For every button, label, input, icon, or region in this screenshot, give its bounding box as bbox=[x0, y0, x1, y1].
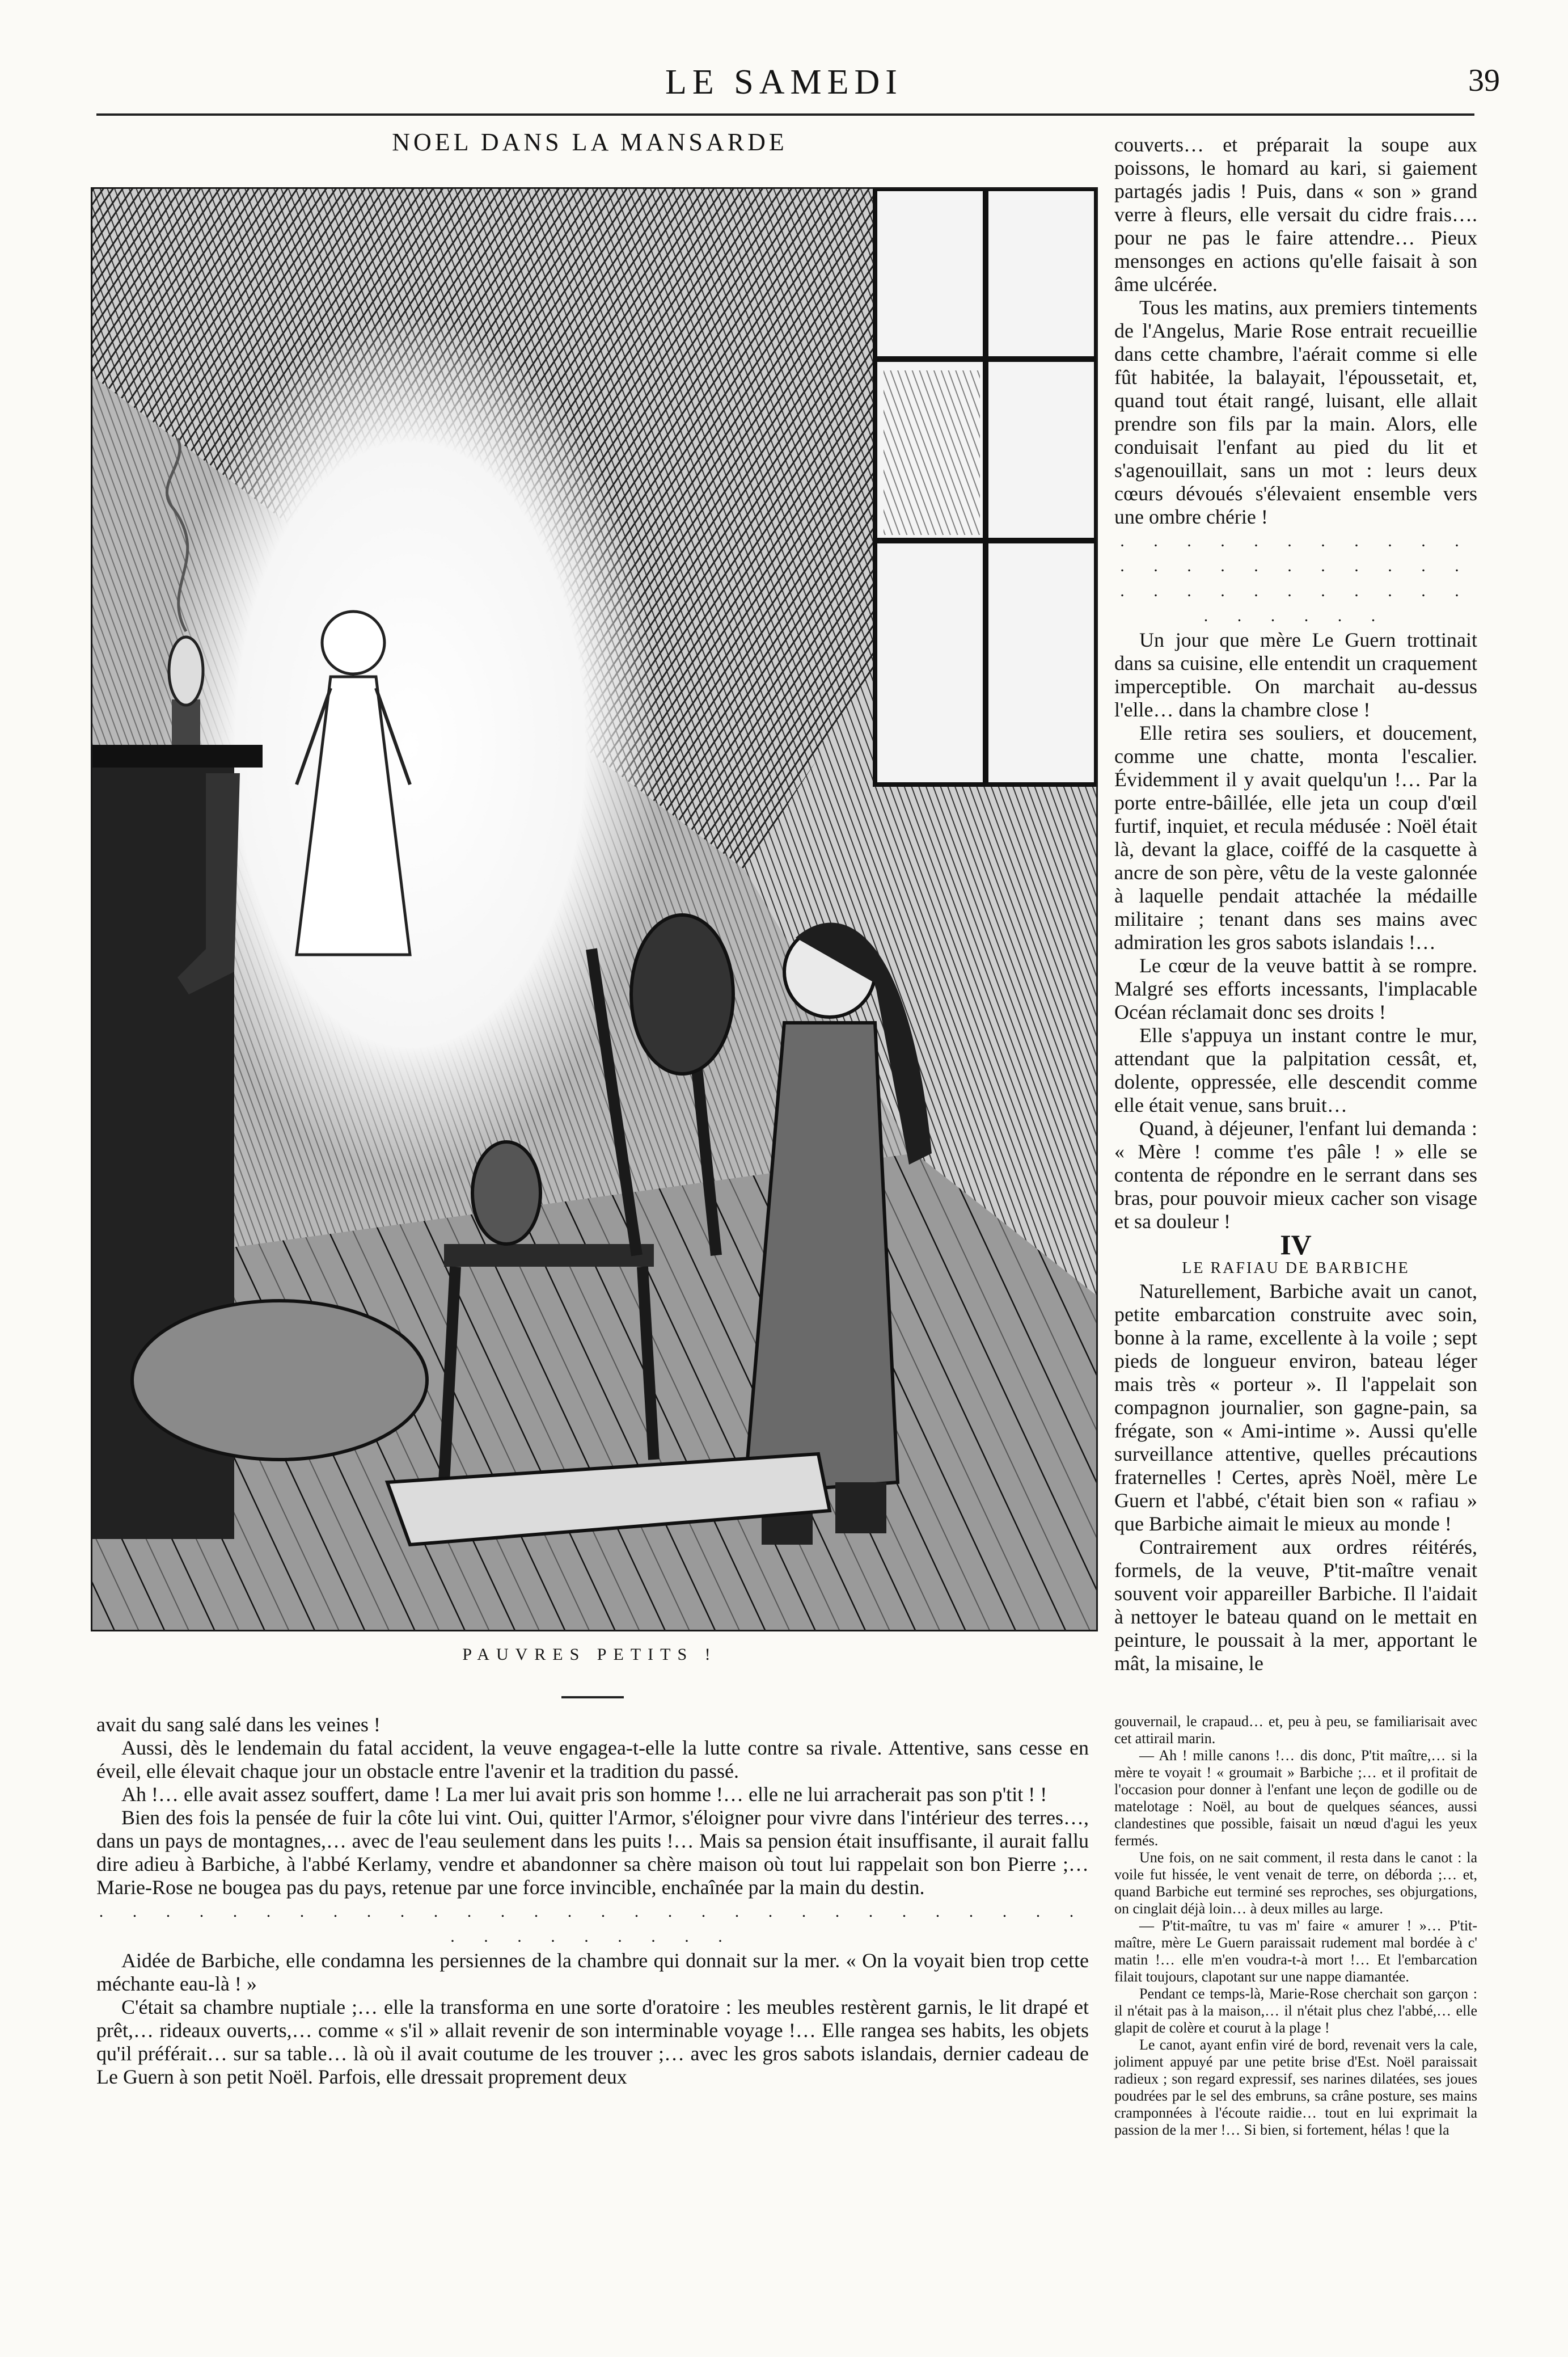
paragraph: Contrairement aux ordres réitérés, formels, de la veuve, P'tit-maître venait souvent voir appareiller Barbiche. Il l'aidait à nettoyer le bateau quand on le mettait en peinture, le poussait à la mer, apportant le mât, la misaine, le bbox=[1114, 1536, 1477, 1675]
paragraph: Elle retira ses souliers, et doucement, comme une chatte, monta l'escalier. Évidemment il y avait quelqu'un !… Par la porte entre-bâillée, elle jeta un coup d'œil furtif, inquiet, et recula médusée : Noël était là, devant la glace, coiffé de la casquette à ancre de son père, vêtu de la veste galonnée à laquelle pendait attachée la médaille militaire ; tenant dans ses mains avec admiration les gros sabots islandais !… bbox=[1114, 722, 1477, 954]
paragraph: Quand, à déjeuner, l'enfant lui demanda : « Mère ! comme t'es pâle ! » elle se contenta de répondre en le serrant dans ses bras, pour pouvoir mieux cacher son visage et sa douleur ! bbox=[1114, 1117, 1477, 1233]
paragraph: avait du sang salé dans les veines ! bbox=[96, 1713, 381, 1736]
paragraph: Aidée de Barbiche, elle condamna les persiennes de la chambre qui donnait sur la mer. « On la voyait bien trop cette méchante eau-là ! » bbox=[96, 1949, 1089, 1995]
paragraph: C'était sa chambre nuptiale ;… elle la transforma en une sorte d'oratoire : les meubles restèrent garnis, le lit drapé et prêt,… rideaux ouverts,… comme « s'il » allait revenir de son interminable voyage !… Elle rangea ses habits, les objets qu'il préférait… sur sa table… là où il avait coutume de les trouver ;… avec les gros sabots islandais, dernier cadeau de Le Guern à son petit Noël. Parfois, elle dressait proprement deux bbox=[96, 1996, 1089, 2088]
bundle-on-floor bbox=[132, 1301, 427, 1460]
header-rule bbox=[96, 113, 1474, 116]
cap-hat bbox=[631, 915, 733, 1074]
section-title: LE RAFIAU DE BARBICHE bbox=[1182, 1259, 1410, 1277]
paragraph: Une fois, on ne sait comment, il resta dans le canot : la voile fut hissée, le vent venait de terre, on déborda ;… et, quand Barbiche eut terminé ses reproches, ses objurgations, on cinglait déjà loin… à deux milles au large. bbox=[1114, 1849, 1477, 1917]
illustration-caption: PAUVRES PETITS ! bbox=[462, 1645, 717, 1664]
illustration-title: NOEL DANS LA MANSARDE bbox=[392, 128, 788, 156]
paragraph: — P'tit-maître, tu vas m' faire « amurer ! »… P'tit-maître, mère Le Guern paraissait rudement mal bordée à c' matin !… elle m'en voudra-t-à mort !… Et l'embarcation filait toujours, clapotant sur une nappe diamantée. bbox=[1114, 1917, 1477, 1985]
paragraph: Aussi, dès le lendemain du fatal accident, la veuve engagea-t-elle la lutte contre sa rivale. Attentive, sans cesse en éveil, elle élevait chaque jour un obstacle entre l'avenir et la tradition du passé. bbox=[96, 1736, 1089, 1782]
paragraph: Naturellement, Barbiche avait un canot, petite embarcation construite avec soin, bonne à la rame, excellente à la voile ; sept pieds de longueur environ, bateau léger mais très « porteur ». Il l'appelait son compagnon journalier, son gagne-pain, sa frégate, son « Ami-intime ». Aussi qu'elle surveillance attentive, quelles précautions fraternelles ! Certes, après Noël, mère Le Guern et l'abbé, c'était bien son « rafiau » que Barbiche aimait le mieux au monde ! bbox=[1114, 1280, 1477, 1535]
section-number: IV bbox=[1280, 1229, 1312, 1260]
engraving-illustration bbox=[91, 187, 1098, 1631]
right-column bbox=[1114, 133, 1477, 1675]
masthead-title: LE SAMEDI bbox=[665, 63, 903, 102]
ellipsis-separator: . . . . . . . . . . . . . . . . . . . . . . . . . . . . . . . . . . . . . . . bbox=[99, 1902, 1087, 1946]
attic-scene-engraving bbox=[92, 189, 1096, 1630]
paragraph: Le cœur de la veuve battit à se rompre. Malgré ses efforts incessants, l'implacable Océan réclamait donc ses droits ! bbox=[1114, 954, 1477, 1023]
window bbox=[875, 189, 1096, 785]
paragraph: Tous les matins, aux premiers tintements de l'Angelus, Marie Rose entrait recueillie dans cette chambre, l'aérait comme si elle fût habitée, la balayait, l'époussetait, et, quand tout était rangé, luisant, elle allait prendre son fils par la main. Alors, elle conduisait l'enfant au pied du lit et s'agenouillait, sans un mot : leurs deux cœurs dévoués s'élevaient ensemble vers une ombre chérie ! bbox=[1114, 296, 1477, 528]
paragraph: Pendant ce temps-là, Marie-Rose cherchait son garçon : il n'était pas à la maison,… il n'était plus chez l'abbé,… elle glapit de colère et courut à la plage ! bbox=[1114, 1985, 1477, 2036]
paragraph: Le canot, ayant enfin viré de bord, revenait vers la cale, joliment appuyé par une petite brise d'Est. Noël paraissait radieux ; son regard expressif, ses narines dilatées, ses joues poudrées par le sel des embruns, sa crâne posture, ses mains cramponnées à l'écoute raidie… tout en lui exprimait la passion de la mer !… Si bien, si fortement, hélas ! que la bbox=[1114, 2036, 1477, 2138]
paragraph: gouvernail, le crapaud… et, peu à peu, se familiarisait avec cet attirail marin. bbox=[1114, 1713, 1477, 1747]
paragraph: Ah !… elle avait assez souffert, dame ! La mer lui avait pris son homme !… elle ne lui arracherait pas son p'tit ! ! bbox=[121, 1783, 1047, 1806]
page-number: 39 bbox=[1468, 63, 1500, 98]
lower-left-text bbox=[96, 1713, 1089, 2089]
paragraph: Elle s'appuya un instant contre le mur, attendant que la palpitation cessât, et, dolente, oppressée, elle descendit comme elle était venue, sans bruit… bbox=[1114, 1024, 1477, 1116]
paragraph: Bien des fois la pensée de fuir la côte lui vint. Oui, quitter l'Armor, s'éloigner pour vivre dans l'intérieur des terres…, dans un pays de montagnes,… avec de l'eau seulement dans les puits !… Mais sa pension était insuffisante, il aurait fallu dire adieu à Barbiche, à l'abbé Kerlamy, vendre et abandonner sa chère maison où tout lui rappelait son bon Pierre ;… Marie-Rose ne bougea pas du pays, retenue par une force invincible, enchaînée par la main du destin. bbox=[96, 1806, 1089, 1899]
caption-rule bbox=[561, 1696, 624, 1698]
paragraph: couverts… et préparait la soupe aux poissons, le homard au kari, si gaiement partagés jadis ! Puis, dans « son » grand verre à fleurs, elle versait du cidre frais…. pour ne pas le faire attendre… Pieux mensonges en actions qu'elle faisait à son âme ulcérée. bbox=[1114, 133, 1477, 296]
ellipsis-separator: . . . . . . . . . . . . . . . . . . . . . . . . . . . . . . . . . . . . . . . bbox=[1120, 532, 1472, 625]
lower-right-text bbox=[1114, 1713, 1477, 2139]
paragraph: Un jour que mère Le Guern trottinait dans sa cuisine, elle entendit un craquement imperceptible. On marchait au-dessus l'elle… dans la chambre close ! bbox=[1114, 629, 1477, 721]
paragraph: — Ah ! mille canons !… dis donc, P'tit maître,… si la mère te voyait ! « groumait » Barbiche ;… et il profitait de l'occasion pour donner à l'enfant une leçon de godille ou de matelotage : Noël, au bout de quelques séances, aussi clandestines que possible, faisait un nœud d'agui les yeux fermés. bbox=[1114, 1747, 1477, 1849]
